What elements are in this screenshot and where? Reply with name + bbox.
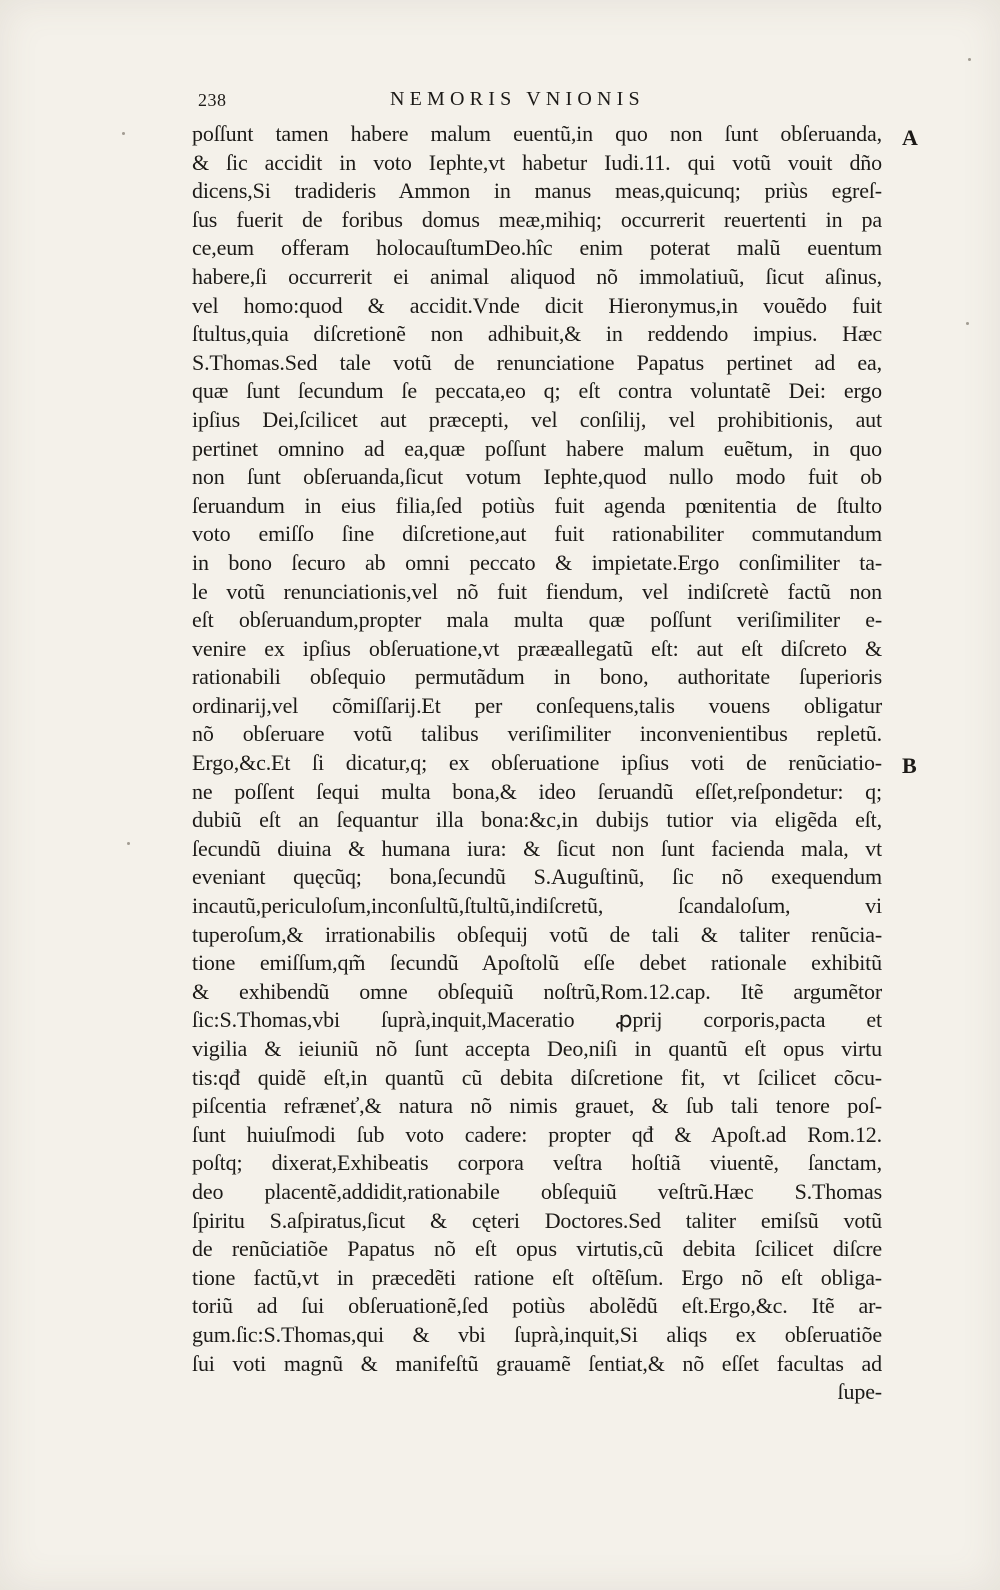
text-line: ſecundũ diuina & humana iura: & ſicut non ſunt facienda mala, vt [192,835,882,861]
text-line: S.Thomas.Sed tale votũ de renunciatione Papatus pertinet ad ea, [192,349,882,375]
text-line: tione emiſſum,qm̃ ſecundũ Apoſtolũ eſſe debet rationale exhibitũ [192,950,882,976]
text-line: & ſic accidit in voto Iephte,vt habetur Iudi.11. qui votũ vouit dño [192,149,882,175]
text-line: vigilia & ieiuniũ nõ ſunt accepta Deo,niſi in quantũ eſt opus virtu [192,1036,882,1061]
ink-speck [966,322,969,325]
running-head: NEMORIS VNIONIS [390,88,645,110]
text-line: nõ obſeruare votũ talibus veriſimiliter inconvenientibus repletũ. [192,721,882,747]
text-line: voto emiſſo ſine diſcretione,aut fuit rationabiliter commutandum [192,521,882,547]
text-line: dubiũ eſt an ſequantur illa bona:&c,in dubijs tutior via eligẽda eſt, [192,807,882,833]
text-line: deo placentẽ,addidit,rationabile obſequiũ veſtrũ.Hæc S.Thomas [192,1178,882,1204]
text-line: ſpiritu S.aſpiratus,ſicut & cęteri Doctores.Sed taliter emiſsũ votũ [192,1207,882,1233]
text-line: le votũ renunciationis,vel nõ fuit fiendum, vel indiſcretè factũ non [192,578,882,604]
text-line: incautũ,periculoſum,inconſultũ,ſtultũ,indiſcretũ, ſcandaloſum, vi [192,893,882,919]
text-line: de renũciatiõe Papatus nõ eſt opus virtutis,cũ debita ſcilicet diſcre [192,1236,882,1262]
text-line: ne poſſent ſequi multa bona,& ideo ſeruandũ eſſet,reſpondetur: q; [192,778,882,804]
text-line: eſt obſeruandum,propter mala multa quæ poſſunt veriſimiliter e- [192,607,882,633]
text-line: ce,eum offeram holocauſtumDeo.hîc enim poterat malũ euentum [192,235,882,261]
text-line: poſtq; dixerat,Exhibeatis corpora veſtra hoſtiã viuentẽ, ſanctam, [192,1150,882,1176]
page-header [198,86,758,116]
text-line: eveniant quęcũq; bona,ſecundũ S.Auguſtinũ, ſic nõ exequendum [192,864,882,890]
text-line: Ergo,&c.Et ſi dicatur,q; ex obſeruatione ipſius voti de renũciatio- [192,750,882,776]
text-line: ſunt huiuſmodi ſub voto cadere: propter qđ & Apoſt.ad Rom.12. [192,1121,882,1147]
margin-note-a: A [902,125,918,150]
text-line: habere,ſi occurrerit ei animal aliquod nõ immolatiuũ, ſicut aſinus, [192,263,882,289]
text-line: piſcentia refræneť,& natura nõ nimis grauet, & ſub tali tenore poſ- [192,1093,882,1119]
ink-speck [122,132,125,135]
text-line: ordinarij,vel cõmiſſarij.Et per conſequens,talis vouens obligatur [192,692,882,718]
text-line: quæ ſunt ſecundum ſe peccata,eo q; eſt contra voluntatẽ Dei: ergo [192,378,882,404]
text-line: venire ex ipſius obſeruatione,vt prææallegatũ eſt: aut eſt diſcreto & [192,635,882,661]
text-line: tuperoſum,& irrationabilis obſequij votũ de tali & taliter renũcia- [192,921,882,947]
text-line: ſeruandum in eius filia,ſed potiùs fuit agenda pœnitentia de ſtulto [192,492,882,518]
catchword-line: ſupe- [837,1379,882,1405]
ink-speck [968,58,971,61]
body-text [192,120,882,1407]
text-line: ſic:S.Thomas,vbi ſuprà,inquit,Maceratio ꝓprij corporis,pacta et [192,1007,882,1033]
text-line: ſus fuerit de foribus domus meæ,mihiq; occurrerit reuertenti in pa [192,206,882,232]
margin-note-b: B [902,753,917,778]
text-line: ipſius Dei,ſcilicet aut præcepti, vel conſilij, vel prohibitionis, aut [192,406,882,432]
text-line: in bono ſecuro ab omni peccato & impietate.Ergo conſimiliter ta- [192,549,882,575]
page-number: 238 [198,90,227,110]
text-line: non ſunt obſeruanda,ſicut votum Iephte,quod nullo modo fuit ob [192,464,882,490]
text-line: poſſunt tamen habere malum euentũ,in quo non ſunt obſeruanda, [192,121,882,146]
text-line: ſui voti magnũ & manifeſtũ grauamẽ ſentiat,& nõ eſſet facultas ad [192,1350,882,1376]
text-line: pertinet omnino ad ea,quæ poſſunt habere malum euẽtum, in quo [192,435,882,461]
text-line: tione factũ,vt in præcedẽti ratione eſt oſtẽſum. Ergo nõ eſt obliga- [192,1264,882,1290]
text-line: vel homo:quod & accidit.Vnde dicit Hieronymus,in vouẽdo fuit [192,292,882,318]
text-line: tis:qđ quidẽ eſt,in quantũ cũ debita diſcretione fit, vt ſcilicet cõcu- [192,1064,882,1090]
ink-speck [127,842,130,845]
text-line: toriũ ad ſui obſeruationẽ,ſed potiùs abolẽdũ eſt.Ergo,&c. Itẽ ar- [192,1293,882,1319]
text-line: & exhibendũ omne obſequiũ noſtrũ,Rom.12.cap. Itẽ argumẽtor [192,978,882,1004]
text-line: dicens,Si tradideris Ammon in manus meas,quicunq; priùs egreſ- [192,178,882,204]
text-line: gum.ſic:S.Thomas,qui & vbi ſuprà,inquit,Si aliqs ex obſeruatiõe [192,1321,882,1347]
text-line: rationabili obſequio permutãdum in bono, authoritate ſuperioris [192,664,882,690]
text-line: ſtultus,quia diſcretionẽ non adhibuit,& in reddendo impius. Hæc [192,321,882,347]
